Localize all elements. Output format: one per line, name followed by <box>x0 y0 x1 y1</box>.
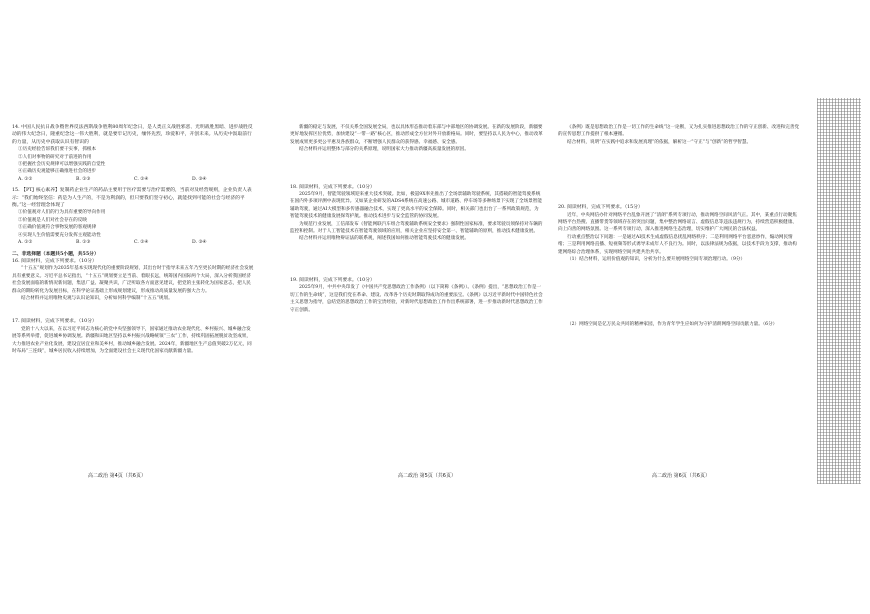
material-text-2: 行动重点整治以下问题：一是通过AI技术生成虚假信息扰乱网络秩序；二是利用网络平台恶意炒作，煽动网民情绪；三是利用网络直播、短视频等形式诱导未成年人不良行为。同时，以法律法规为依据，以技术手段为支撑，推动构建网络综合治理体系，实现网络空间共建共治共享。 <box>558 234 797 255</box>
material-text: 近年，中央网信办针对网络平台乱象开展了“清朗”系列专项行动，推动网络空间风清气正。其中，某重点行动聚焦网络平台热搜、直播带货等领域存在的突出问题，集中整治网络谣言、虚假信息等违法违规行为，持续营造积极健康、向上向善的网络氛围。这一系列专项行动，深入推进网络生态治理，切实维护广大网民的合法权益。 <box>558 212 797 233</box>
choice-d: D. ③④ <box>192 176 207 182</box>
question-stem: 17. 阅读材料，完成下列要求。（10分） <box>12 319 97 325</box>
question-stem: 14. 中国人民抗日战争暨世界反法西斯战争胜利80周年纪念日，是人类正义战胜邪恶、光明战胜黑暗、进步战胜反动的伟大纪念日，隆重纪念这一伟大胜利，就是要牢记历史，缅怀先烈，珍爱和平，开创未来。从历史中汲取前行的力量，从历史中获取认识有智识的 <box>12 125 253 145</box>
page-6-column <box>558 124 801 333</box>
question-stem: 19. 阅读材料，完成下列要求。（10分） <box>290 277 375 283</box>
question-15 <box>12 187 255 246</box>
choice-a: A. ①② <box>18 176 33 182</box>
task-text: 结合材料并运用唯物史观与认识论知识，分析如何科学编制“十五五”规划。 <box>21 295 173 301</box>
option-4: ④正确历史观能够正确推进社会的进步 <box>18 169 97 175</box>
option-3: ③把握社会历史规律可以增强实践的自觉性 <box>18 162 106 168</box>
task-text: 结合材料，说明“在实践中追求和发展真理”的依据，解析这一“守正”与“创新”的哲学智慧。 <box>567 139 752 145</box>
option-3: ③正确价值观符合事物发展的客观规律 <box>18 225 97 231</box>
question-stem: 20. 阅读材料，完成下列要求。（15分） <box>558 205 643 211</box>
page-footer-5: 高二政治 第5页（共6页） <box>398 473 456 479</box>
question-stem: 18. 阅读材料，完成下列要求。（10分） <box>290 184 375 190</box>
question-17 <box>12 318 255 355</box>
option-1: ①历史经验告诉我们要干实事，抓根本 <box>18 147 97 153</box>
material-text: 2025年9月，智能驾驶领域迎来重大技术突破。比如，极氪9X率先推出了全场景辅助驾驶系统，其搭载的智能驾驶系统在国内外多项评测中表现优异。又如某企业研发的ADS4系统在高速公路、城市道路、停车场等多种场景下实现了全场景智能辅助驾驶，通过AI大模型和多传感器融合技术，实现了更高水平的安全保障。同时，相关部门也出台了一系列政策规范，为智能驾驶技术的健康发展保驾护航。推动技术进步与安全监管的协同发展。 <box>290 192 542 220</box>
choice-d: D. ③④ <box>192 240 207 246</box>
question-18 <box>290 184 543 243</box>
question-20 <box>558 204 801 329</box>
answer-choices <box>12 176 255 183</box>
choice-c: C. ②④ <box>134 240 149 246</box>
task-text: 结合材料并运用唯物辩证法的联系观，阐述我国如何推动智能驾驶技术的健康发展。 <box>299 236 469 242</box>
material-continued: 《条例》既是思想政治工作是一切工作的生命线“这一论断，又为扎实推进思想政治工作的守正创新、改进和完善党的宣传思想工作提供了根本遵循。 <box>558 125 800 138</box>
option-4: ④实现人生价值需要充分发挥主观能动性 <box>18 232 101 238</box>
question-14 <box>12 124 255 183</box>
sub-task-2: （2）网络空间是亿万民众共同的精神家园，作为青年学生应如何为守护清朗网络空间贡献力量。（6分） <box>567 322 778 328</box>
task-text: 结合材料并运用整体与部分的关系原理，说明国家大力推动新疆高质量发展的原因。 <box>299 147 469 153</box>
material-text: 2025年9月，中共中央印发了《中国共产党思想政治工作条例》（以下简称《条例》）。《条例》提出，“思想政治工作是一切工作的生命线”，这是我们党在革命、建设、改革各个历史时期取得成功的重要法宝。《条例》以习近平新时代中国特色社会主义思想为指导，总结党的思想政治工作的宝贵经验，对新时代思想政治工作作出系统部署，进一步推动新时代思想政治工作守正创新。 <box>290 285 543 313</box>
sub-task-1: （1）结合材料，运用价值观的知识，分析为什么要开展网络空间专项治理行动。（9分） <box>567 257 746 263</box>
page-5-column <box>290 124 543 318</box>
option-2: ②价值观是人们对社会存在的反映 <box>18 217 87 223</box>
choice-b: B. ①③ <box>76 240 91 246</box>
material-continued: 新疆的稳定与发展，不仅关系全国发展全局，也以具体形态推动着东部与中部地区的协调发展。在新的发展阶段，新疆要更好地发挥区位优势，加快建设“一带一路”核心区，推动形成全方位对外开放新格局。同时，要坚持以人民为中心，推动改革发展成果更多更公平惠及各族群众，不断增强人民群众的获得感、幸福感、安全感。 <box>290 125 543 145</box>
option-2: ②人们对事物的研究对于前进的作用 <box>18 154 92 160</box>
question-stem: 16. 阅读材料，完成下列要求。（10分） <box>12 258 97 264</box>
choice-c: C. ②④ <box>134 176 149 182</box>
page-footer-4: 高二政治 第4页（共6页） <box>88 473 146 479</box>
question-19 <box>290 277 543 314</box>
material-text: “十五五”规划作为2035年基本实现现代化的重要阶段规划，其出台时于指导未来五年乃至更长时期的经济社会发展具有重要意义。习近平总书记指出，“十五五”规划要立足当前、着眼长远，统筹国内国际两个大局，深入分析我国经济社会发展面临的新情况新问题，集思广益、凝聚共识，广泛听取各方面意见建议，把党的主张转化为国家意志，把人民群众的期盼转化为发展目标，在科学论证基础上形成规划建议，形成推动高质量发展的强大合力。 <box>12 266 254 294</box>
question-16 <box>12 258 255 302</box>
choice-b: B. ①③ <box>76 176 91 182</box>
answer-choices <box>12 239 255 246</box>
section-heading: 二、非选择题（本题共5小题，共55分） <box>12 250 99 257</box>
page-4-column <box>12 124 255 359</box>
choice-a: A. ①② <box>18 240 33 246</box>
material-text: 党的十八大以来，在以习近平同志为核心的党中央坚强领导下，国家通过推动农业现代化、乡村振兴、城乡融合发展等系列举措，促进城乡协调发展。新疆和田地区坚持以乡村振兴战略统领“三农”工作，持续巩固拓展脱贫攻坚成果，大力推进农业产业化发展，建设宜居宜业和美乡村，推动城乡融合发展。2024年，新疆地区生产总值突破2万亿元，同时布局“三连线”，城乡居民收入持续增加，为全面建设社会主义现代化国家贡献新疆力量。 <box>12 326 252 354</box>
binding-margin-pattern <box>817 98 861 484</box>
option-1: ①价值观对人们的行为具有重要的导向作用 <box>18 210 106 216</box>
material-text-2: 为规范行业发展，工信部发布《智能网联汽车组合驾驶辅助系统安全要求》强制性国家标准，要求驾驶员须保持对车辆的监控和控制。对于人工智能技术在智能驾驶领域的应用，相关企业应坚持安全第一、智能辅助的原则，推动技术健康发展。 <box>290 221 543 235</box>
page-footer-6: 高二政治 第6页（共6页） <box>652 473 710 479</box>
question-stem: 15. 【PTJ 核心素养】复制药企业生产的药品主要用于医疗需要与治疗需要的，当前对及经营规则，企业负责人表示：“我们始终坚信：药是为人生产的，不是为利润的，但只要我们坚守初心，就能找到可能的社会与经济的平衡。”这一经营理念体现了 <box>12 188 252 209</box>
